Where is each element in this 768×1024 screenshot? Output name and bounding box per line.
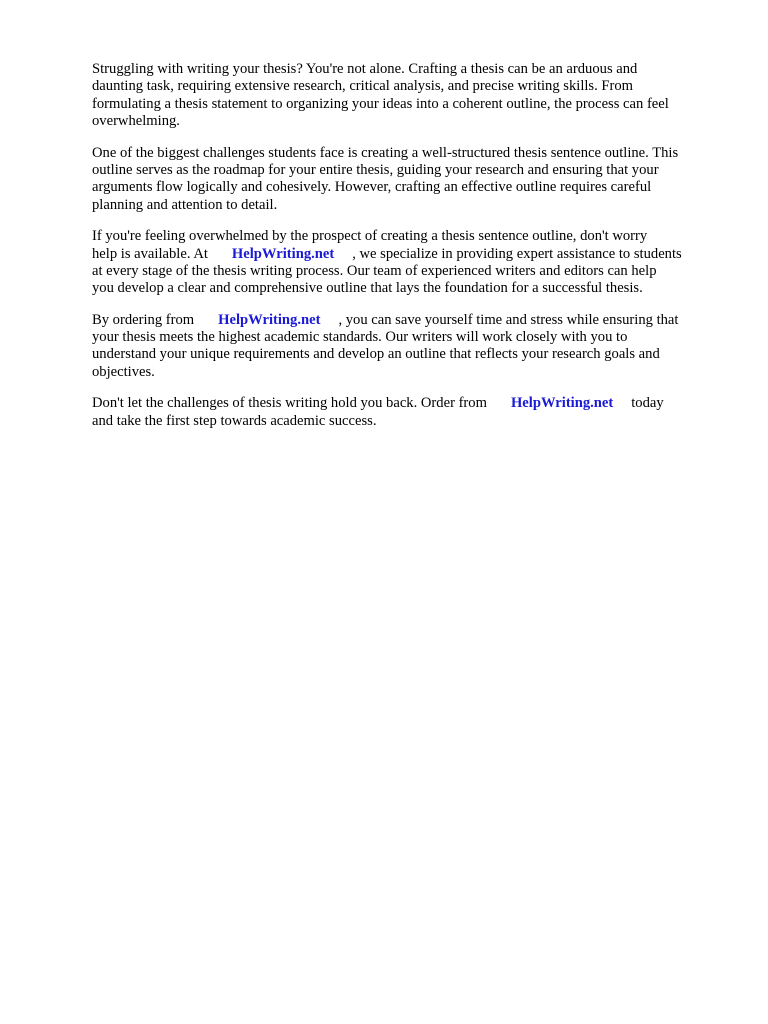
text-segment: Don't let the challenges of thesis writing hold you back. Order from [92, 395, 487, 412]
text-line: planning and attention to detail. [92, 196, 278, 213]
text-line: One of the biggest challenges students face is creating a well-structured thesis sentence outline. This [92, 144, 679, 161]
paragraph-challenges [92, 145, 732, 215]
text-line: objectives. [92, 363, 155, 380]
text-line: outline serves as the roadmap for your entire thesis, guiding your research and ensuring that your [92, 161, 659, 178]
text-line: arguments flow logically and cohesively. However, crafting an effective outline requires careful [92, 179, 652, 196]
text-line: and take the first step towards academic success. [92, 412, 377, 429]
text-segment: help is available. At [92, 245, 208, 262]
text-segment: , we specialize in providing expert assistance to students [352, 245, 682, 262]
text-line-with-link [92, 246, 732, 263]
text-segment: today [631, 395, 664, 412]
text-line: formulating a thesis statement to organizing your ideas into a coherent outline, the process can feel [92, 95, 669, 112]
text-line: at every stage of the thesis writing process. Our team of experienced writers and editors can help [92, 262, 657, 279]
text-line-with-link [92, 395, 732, 412]
text-line-with-link [92, 312, 732, 329]
text-line: Struggling with writing your thesis? You're not alone. Crafting a thesis can be an arduous and [92, 61, 638, 77]
text-line: you develop a clear and comprehensive outline that lays the foundation for a successful thesis. [92, 280, 643, 297]
document-body [92, 61, 732, 444]
text-line: your thesis meets the highest academic standards. Our writers will work closely with you to [92, 329, 628, 346]
helpwriting-link[interactable]: HelpWriting.net [231, 245, 335, 262]
paragraph-intro [92, 61, 732, 131]
helpwriting-link[interactable]: HelpWriting.net [218, 311, 321, 328]
text-line: understand your unique requirements and develop an outline that reflects your research goals and [92, 346, 660, 363]
paragraph-call-to-action [92, 395, 732, 430]
paragraph-ordering [92, 312, 732, 382]
text-line: overwhelming. [92, 113, 180, 130]
paragraph-help [92, 228, 732, 298]
helpwriting-link[interactable]: HelpWriting.net [510, 395, 614, 412]
text-line: If you're feeling overwhelmed by the prospect of creating a thesis sentence outline, don't worry [92, 228, 648, 245]
text-segment: By ordering from [92, 311, 195, 328]
text-segment: , you can save yourself time and stress while ensuring that [338, 311, 679, 328]
text-line: daunting task, requiring extensive research, critical analysis, and precise writing skills. From [92, 78, 634, 95]
